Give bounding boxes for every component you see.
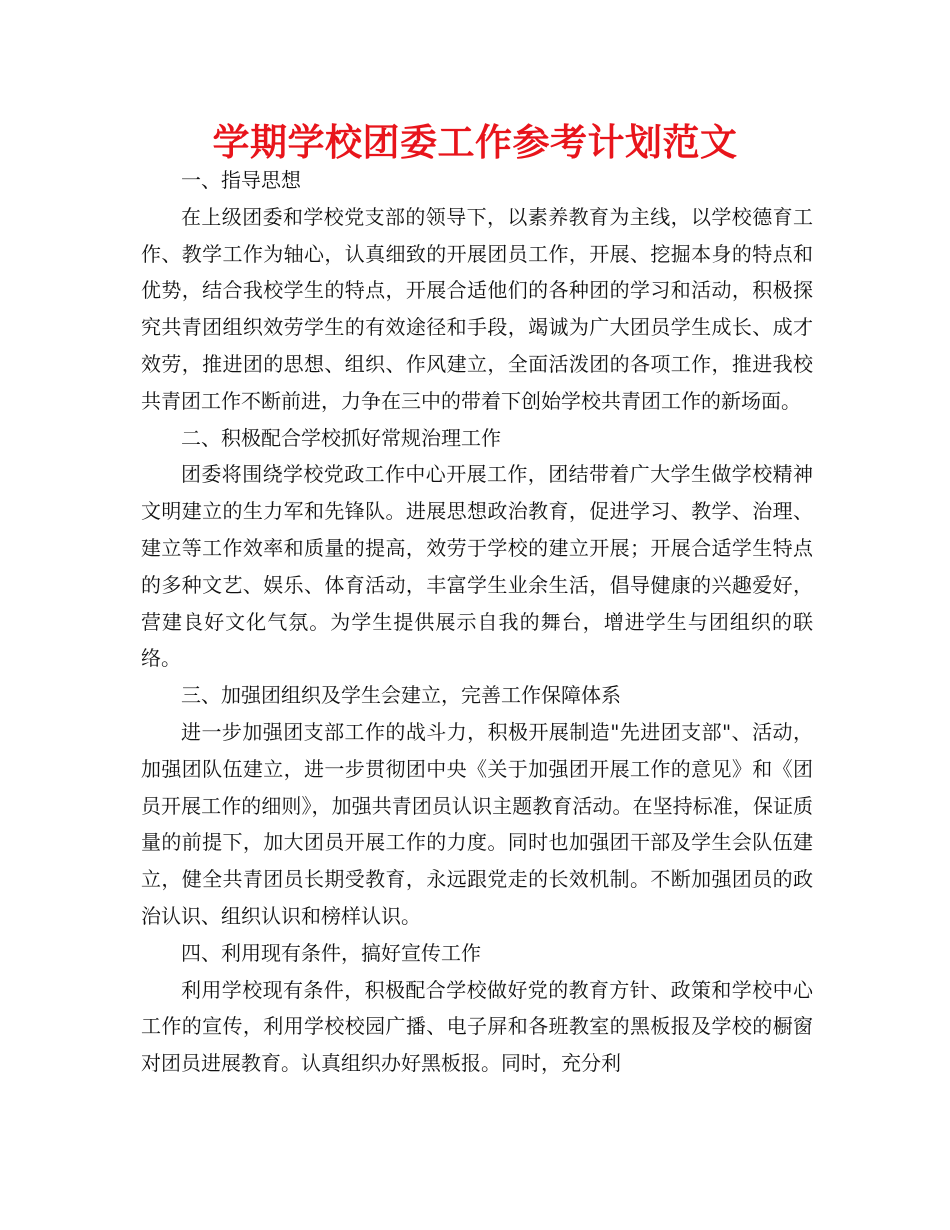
section-paragraph-2: 团委将围绕学校党政工作中心开展工作，团结带着广大学生做学校精神文明建立的生力军和先锋队。进展思想政治教育，促进学习、教学、治理、建立等工作效率和质量的提高，效劳于学校的建立开展；开展合适学生特点的多种文艺、娱乐、体育活动，丰富学生业余生活，倡导健康的兴趣爱好，营建良好文化气氛。为学生提供展示自我的舞台，增进学生与团组织的联络。 <box>141 462 813 671</box>
section-heading-4: 四、利用现有条件，搞好宣传工作 <box>181 940 481 965</box>
section-heading-2: 二、积极配合学校抓好常规治理工作 <box>181 425 501 450</box>
document-title: 学期学校团委工作参考计划范文 <box>212 121 738 164</box>
section-paragraph-1: 在上级团委和学校党支部的领导下，以素养教育为主线，以学校德育工作、教学工作为轴心，认真细致的开展团员工作，开展、挖掘本身的特点和优势，结合我校学生的特点，开展合适他们的各种团的学习和活动，积极探究共青团组织效劳学生的有效途径和手段，竭诚为广大团员学生成长、成才效劳，推进团的思想、组织、作风建立，全面活泼团的各项工作，推进我校共青团工作不断前进，力争在三中的带着下创始学校共青团工作的新场面。 <box>141 204 813 413</box>
section-paragraph-3: 进一步加强团支部工作的战斗力，积极开展制造"先进团支部"、活动，加强团队伍建立，进一步贯彻团中央《关于加强团开展工作的意见》和《团员开展工作的细则》，加强共青团员认识主题教育活动。在坚持标准，保证质量的前提下，加大团员开展工作的力度。同时也加强团干部及学生会队伍建立，健全共青团员长期受教育，永远跟党走的长效机制。不断加强团员的政治认识、组织认识和榜样认识。 <box>141 719 813 928</box>
section-heading-1: 一、指导思想 <box>181 168 301 192</box>
section-paragraph-4: 利用学校现有条件，积极配合学校做好党的教育方针、政策和学校中心工作的宣传，利用学校校园广播、电子屏和各班教室的黑板报及学校的橱窗对团员进展教育。认真组织办好黑板报。同时，充分利 <box>141 977 813 1076</box>
document-body <box>141 162 813 1082</box>
section-heading-3: 三、加强团组织及学生会建立，完善工作保障体系 <box>181 683 621 708</box>
